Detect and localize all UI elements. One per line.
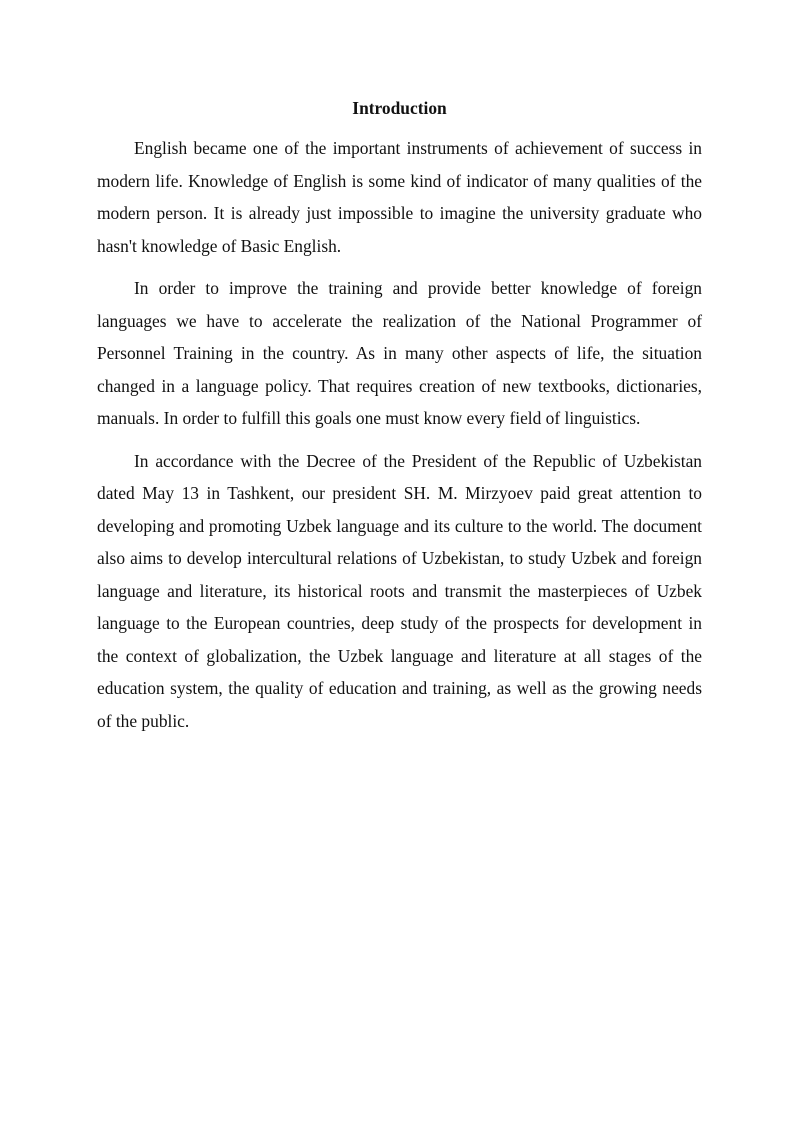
paragraph-2: In order to improve the training and provide better knowledge of foreign languages we have to accelerate the realization of the National Programmer of Personnel Training in the country. As in many other aspects of life, the situation changed in a language policy. That requires creation of new textbooks, dictionaries, manuals. In order to fulfill this goals one must know every field of linguistics.	[97, 278, 702, 428]
paragraph-1: English became one of the important instruments of achievement of success in modern life. Knowledge of English is some kind of indicator of many qualities of the modern person. It is already just impossible to imagine the university graduate who hasn't knowledge of Basic English.	[97, 138, 702, 256]
paragraph-3: In accordance with the Decree of the President of the Republic of Uzbekistan dated May 13 in Tashkent, our president SH. M. Mirzyoev paid great attention to developing and promoting Uzbek language and its culture to the world. The document also aims to develop intercultural relations of Uzbekistan, to study Uzbek and foreign language and literature, its historical roots and transmit the masterpieces of Uzbek language to the European countries, deep study of the prospects for development in the context of globalization, the Uzbek language and literature at all stages of the education system, the quality of education and training, as well as the growing needs of the public.	[97, 450, 702, 731]
page-content	[97, 94, 702, 747]
page-title: Introduction	[352, 98, 447, 118]
